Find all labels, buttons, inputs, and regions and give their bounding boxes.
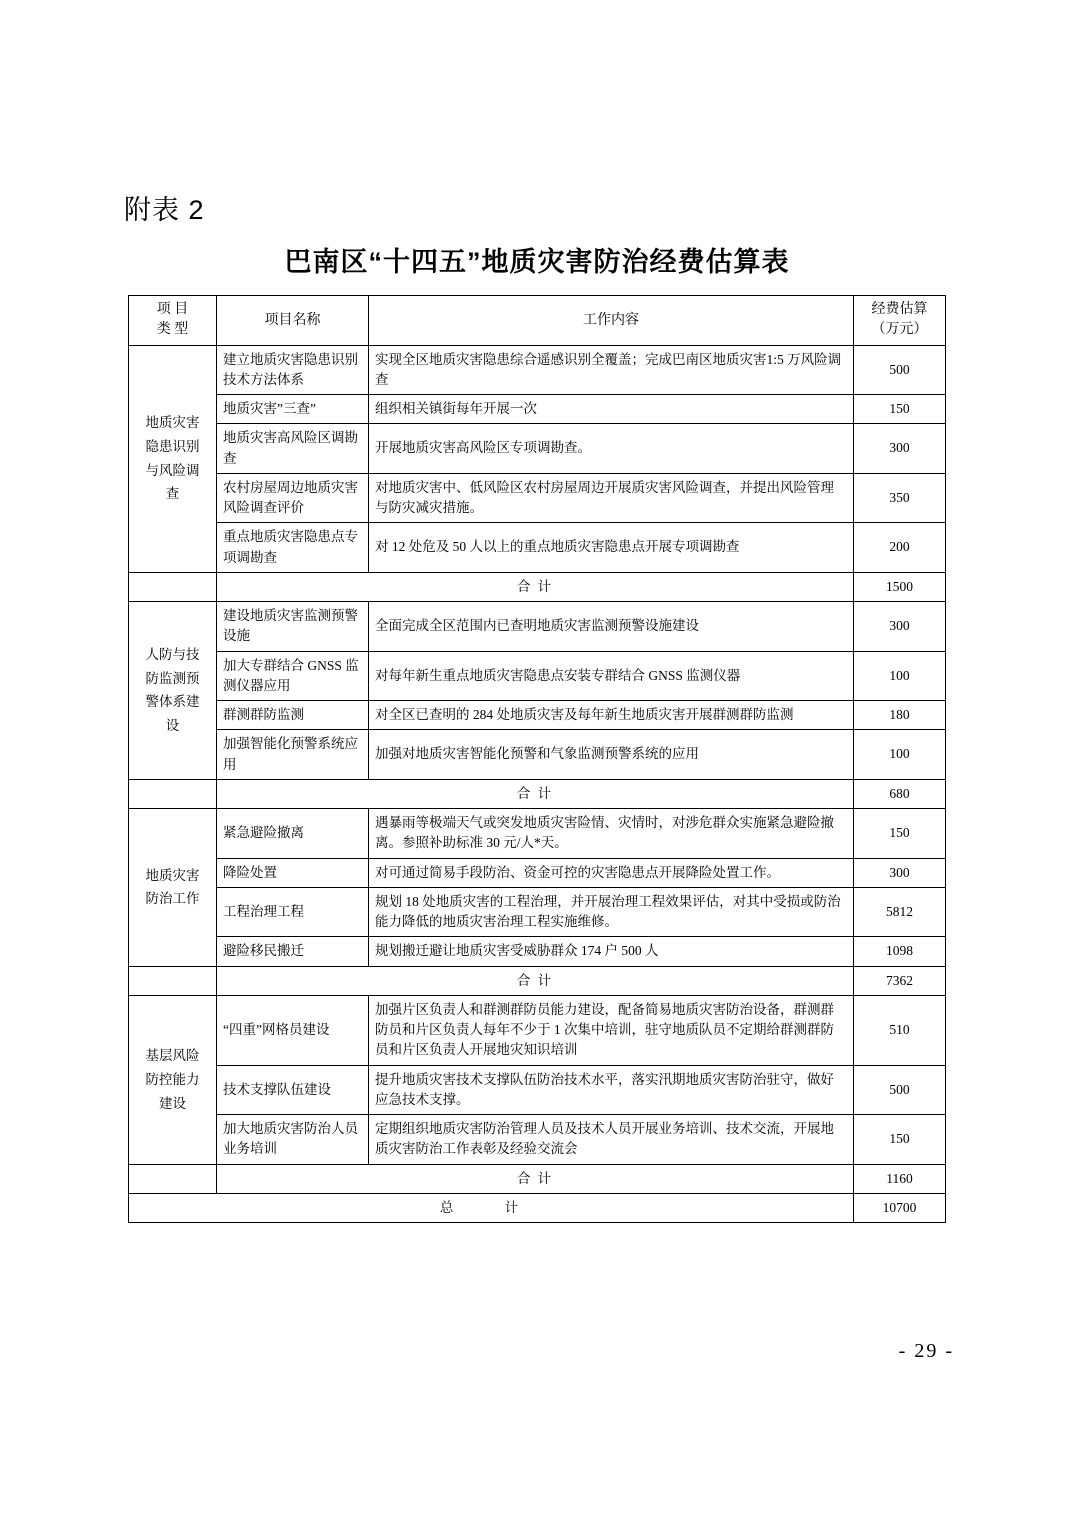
project-name: 地质灾害高风险区调勘查 (217, 424, 369, 474)
header-cost-line2: （万元） (871, 322, 928, 338)
section-type-line: 与风险调 (145, 462, 200, 478)
project-name: 加大专群结合 GNSS 监测仪器应用 (217, 651, 369, 701)
subtotal-row (129, 1164, 946, 1193)
section-type-line: 防监测预 (145, 670, 200, 686)
project-name: 工程治理工程 (217, 887, 369, 937)
work-content: 定期组织地质灾害防治管理人员及技术人员开展业务培训、技术交流，开展地质灾害防治工作表彰及经验交流会 (369, 1115, 854, 1165)
subtotal-label: 合 计 (217, 779, 854, 808)
cost-value: 500 (854, 345, 946, 395)
subtotal-label: 合 计 (217, 572, 854, 601)
project-name: 地质灾害”三查” (217, 395, 369, 424)
section-type-line: 人防与技 (145, 647, 200, 663)
subtotal-row (129, 966, 946, 995)
project-name: 加强智能化预警系统应用 (217, 730, 369, 780)
header-content: 工作内容 (369, 296, 854, 346)
subtotal-spacer (129, 572, 217, 601)
table-row (129, 602, 946, 652)
cost-value: 500 (854, 1065, 946, 1115)
work-content: 对全区已查明的 284 处地质灾害及每年新生地质灾害开展群测群防监测 (369, 701, 854, 730)
page-title: 巴南区“十四五”地质灾害防治经费估算表 (284, 247, 790, 277)
table-row (129, 809, 946, 859)
subtotal-value: 7362 (854, 966, 946, 995)
cost-value: 5812 (854, 887, 946, 937)
work-content: 对地质灾害中、低风险区农村房屋周边开展质灾害风险调查，并提出风险管理与防灾减灾措施。 (369, 473, 854, 523)
table-row (129, 701, 946, 730)
work-content: 规划 18 处地质灾害的工程治理，并开展治理工程效果评估，对其中受损或防治能力降低的地质灾害治理工程实施维修。 (369, 887, 854, 937)
cost-value: 180 (854, 701, 946, 730)
section-type-line: 隐患识别 (145, 439, 200, 455)
cost-value: 150 (854, 395, 946, 424)
header-name: 项目名称 (217, 296, 369, 346)
section-type-line: 地质灾害 (145, 415, 200, 431)
section-type-cell (129, 345, 217, 572)
grand-total-row (129, 1193, 946, 1222)
project-name: 重点地质灾害隐患点专项调勘查 (217, 523, 369, 573)
project-name: 建设地质灾害监测预警设施 (217, 602, 369, 652)
subtotal-row (129, 572, 946, 601)
section-type-line: 地质灾害 (145, 867, 200, 883)
cost-value: 300 (854, 602, 946, 652)
header-type-line1: 项 目 (156, 302, 189, 317)
cost-value: 510 (854, 995, 946, 1065)
header-cost (854, 296, 946, 346)
table-row (129, 345, 946, 395)
cost-value: 1098 (854, 937, 946, 966)
subtotal-value: 680 (854, 779, 946, 808)
cost-value: 100 (854, 651, 946, 701)
section-type-cell (129, 809, 217, 967)
project-name: 建立地质灾害隐患识别技术方法体系 (217, 345, 369, 395)
cost-value: 100 (854, 730, 946, 780)
subtotal-spacer (129, 1164, 217, 1193)
section-type-cell (129, 602, 217, 780)
table-row (129, 523, 946, 573)
subtotal-value: 1160 (854, 1164, 946, 1193)
cost-value: 150 (854, 1115, 946, 1165)
section-type-line: 基层风险 (145, 1048, 200, 1064)
work-content: 遇暴雨等极端天气或突发地质灾害险情、灾情时，对涉危群众实施紧急避险撤离。参照补助标准 30 元/人*天。 (369, 809, 854, 859)
work-content: 规划搬迁避让地质灾害受威胁群众 174 户 500 人 (369, 937, 854, 966)
section-type-line: 警体系建 (145, 694, 200, 710)
cost-value: 200 (854, 523, 946, 573)
work-content: 加强片区负责人和群测群防员能力建设，配备简易地质灾害防治设备，群测群防员和片区负责人每年不少于 1 次集中培训，驻守地质队员不定期给群测群防员和片区负责人开展地灾知识培训 (369, 995, 854, 1065)
subtotal-label: 合 计 (217, 1164, 854, 1193)
subtotal-label: 合 计 (217, 966, 854, 995)
table-row (129, 651, 946, 701)
project-name: 紧急避险撤离 (217, 809, 369, 859)
table-row (129, 730, 946, 780)
project-name: 降险处置 (217, 858, 369, 887)
subtotal-spacer (129, 779, 217, 808)
table-row (129, 995, 946, 1065)
attachment-label: 附表 2 (124, 195, 205, 225)
work-content: 组织相关镇街每年开展一次 (369, 395, 854, 424)
section-type-cell (129, 995, 217, 1164)
work-content: 提升地质灾害技术支撑队伍防治技术水平，落实汛期地质灾害防治驻守，做好应急技术支撑。 (369, 1065, 854, 1115)
cost-value: 300 (854, 858, 946, 887)
cost-value: 300 (854, 424, 946, 474)
work-content: 实现全区地质灾害隐患综合遥感识别全覆盖；完成巴南区地质灾害1:5 万风险调查 (369, 345, 854, 395)
section-type-line: 查 (165, 486, 180, 502)
table-row (129, 858, 946, 887)
cost-value: 350 (854, 473, 946, 523)
section-type-line: 防控能力 (145, 1071, 200, 1087)
table-row (129, 1115, 946, 1165)
subtotal-spacer (129, 966, 217, 995)
project-name: 避险移民搬迁 (217, 937, 369, 966)
header-type-line2: 类 型 (156, 322, 189, 338)
page-number: - 29 - (898, 1340, 954, 1362)
project-name: “四重”网格员建设 (217, 995, 369, 1065)
section-type-line: 设 (165, 718, 180, 734)
table-row (129, 424, 946, 474)
work-content: 对 12 处危及 50 人以上的重点地质灾害隐患点开展专项调勘查 (369, 523, 854, 573)
project-name: 群测群防监测 (217, 701, 369, 730)
project-name: 农村房屋周边地质灾害风险调查评价 (217, 473, 369, 523)
grand-total-label: 总 计 (129, 1193, 854, 1222)
work-content: 全面完成全区范围内已查明地质灾害监测预警设施建设 (369, 602, 854, 652)
subtotal-row (129, 779, 946, 808)
table-row (129, 937, 946, 966)
section-type-line: 建设 (159, 1095, 186, 1111)
subtotal-value: 1500 (854, 572, 946, 601)
table-row (129, 1065, 946, 1115)
work-content: 对可通过简易手段防治、资金可控的灾害隐患点开展降险处置工作。 (369, 858, 854, 887)
grand-total-value: 10700 (854, 1193, 946, 1222)
project-name: 加大地质灾害防治人员业务培训 (217, 1115, 369, 1165)
budget-estimate-table (128, 295, 946, 1223)
table-row (129, 395, 946, 424)
work-content: 开展地质灾害高风险区专项调勘查。 (369, 424, 854, 474)
table-row (129, 473, 946, 523)
header-type (129, 296, 217, 346)
project-name: 技术支撑队伍建设 (217, 1065, 369, 1115)
work-content: 对每年新生重点地质灾害隐患点安装专群结合 GNSS 监测仪器 (369, 651, 854, 701)
cost-value: 150 (854, 809, 946, 859)
work-content: 加强对地质灾害智能化预警和气象监测预警系统的应用 (369, 730, 854, 780)
section-type-line: 防治工作 (145, 891, 200, 907)
header-cost-line1: 经费估算 (871, 302, 928, 317)
table-row (129, 887, 946, 937)
table-header-row (129, 296, 946, 346)
